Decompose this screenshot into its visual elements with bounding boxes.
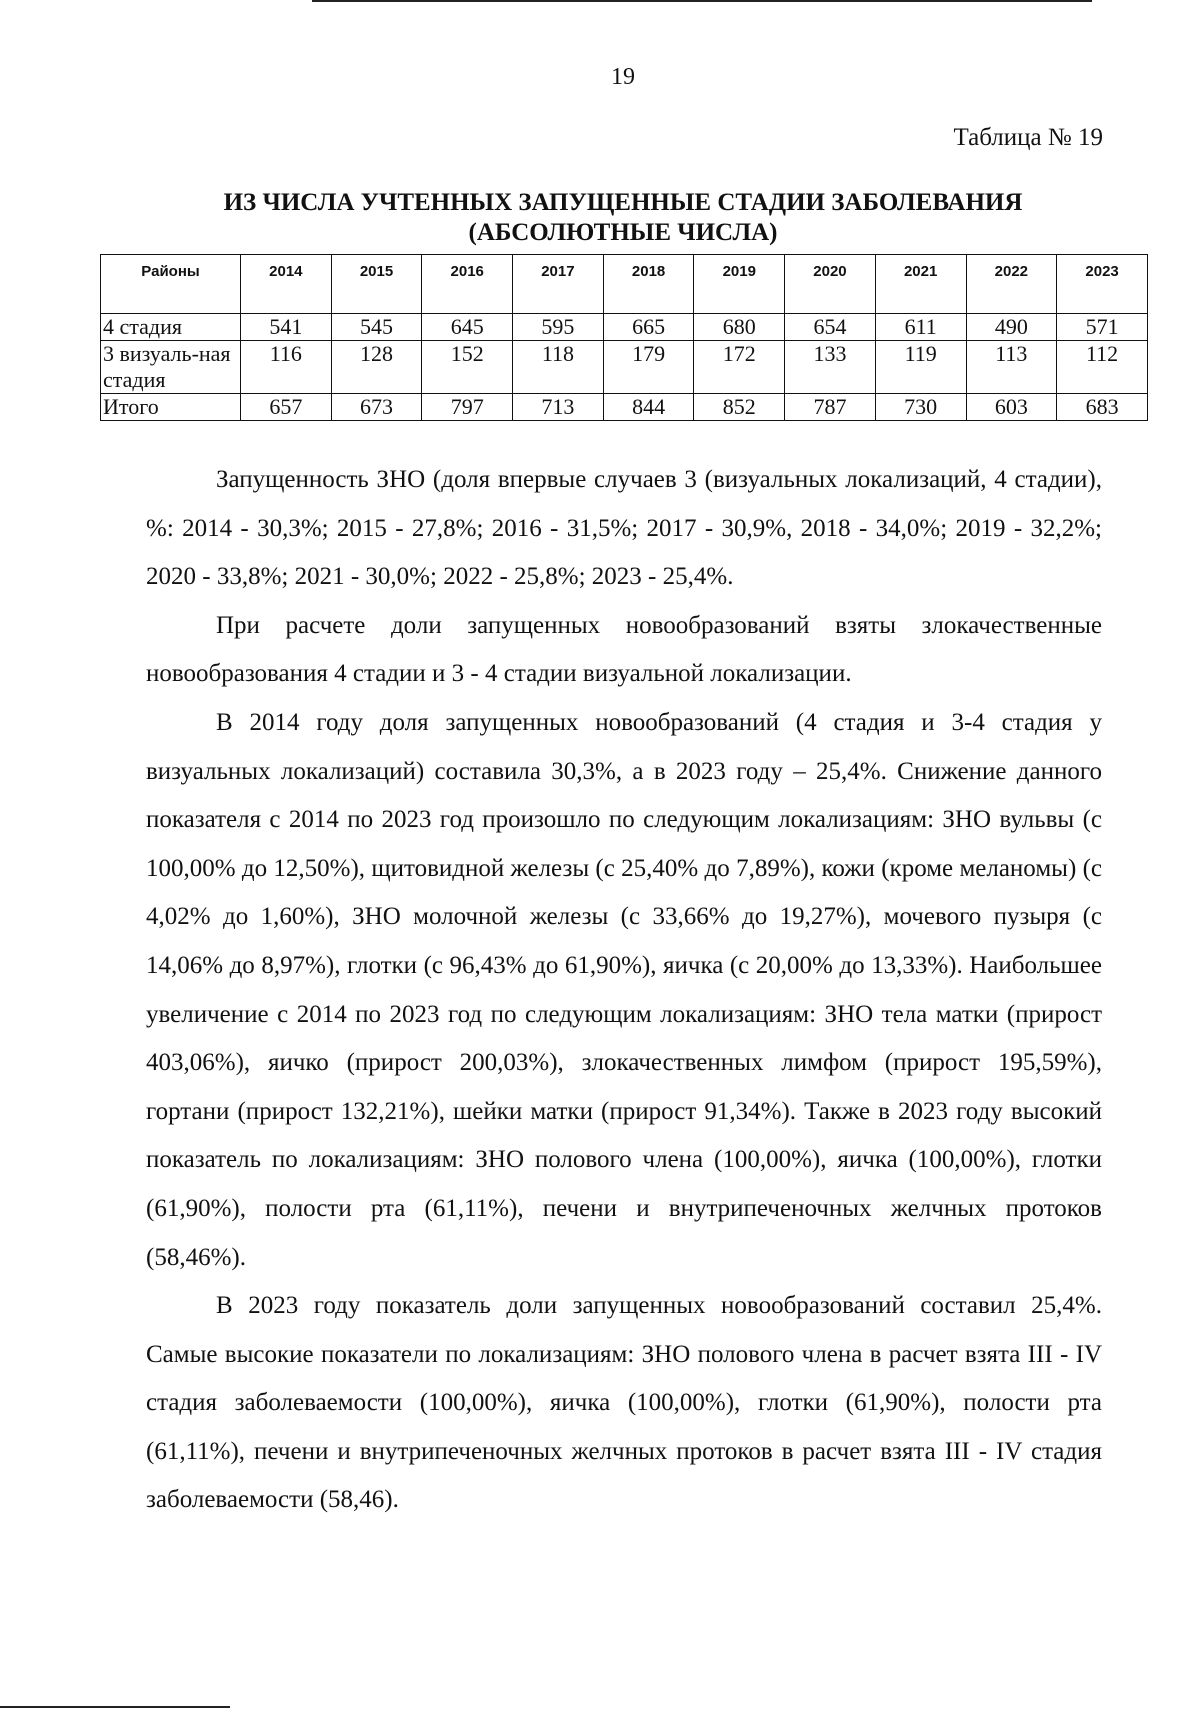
- table-cell: 112: [1057, 341, 1148, 394]
- table-cell: 545: [331, 314, 422, 341]
- paragraph: Запущенность ЗНО (доля впервые случаев 3 (визуальных локализаций, 4 стадии), %: 2014 - 30,3%; 2015 - 27,8%; 2016 - 31,5%; 2017 - 30,9%, 2018 - 34,0%; 2019 - 32,2%; 2020 - 33,8%; 2021 - 30,0%; 2022 - 25,8%; 2023 - 25,4%.: [146, 466, 1102, 591]
- table-cell: 665: [603, 314, 694, 341]
- paragraph: В 2014 году доля запущенных новообразований (4 стадия и 3-4 стадия у визуальных локализаций) составила 30,3%, а в 2023 году – 25,4%. Снижение данного показателя с 2014 по 2023 год произошло по следующим локализациям: ЗНО вульвы (с 100,00% до 12,50%), щитовидной железы (с 25,40% до 7,89%), кожи (кроме меланомы) (с 4,02% до 1,60%), ЗНО молочной железы (с 33,66% до 19,27%), мочевого пузыря (с 14,06% до 8,97%), глотки (с 96,43% до 61,90%), яичка (с 20,00% до 13,33%). Наибольшее увеличение с 2014 по 2023 год по следующим локализациям: ЗНО тела матки (прирост 403,06%), яичко (прирост 200,03%), злокачественных лимфом (прирост 195,59%), гортани (прирост 132,21%), шейки матки (прирост 91,34%). Также в 2023 году высокий показатель по локализациям: ЗНО полового члена (100,00%), яичка (100,00%), глотки (61,90%), полости рта (61,11%), печени и внутрипеченочных желчных протоков (58,46%).: [146, 708, 1102, 1271]
- table-cell: 595: [513, 314, 604, 341]
- row-label: Итого: [101, 394, 241, 421]
- table-title-line-2: (АБСОЛЮТНЫЕ ЧИСЛА): [468, 219, 778, 246]
- table-cell: 797: [422, 394, 513, 421]
- table-cell: 683: [1057, 394, 1148, 421]
- table-cell: 133: [785, 341, 876, 394]
- table-cell: 673: [331, 394, 422, 421]
- table-cell: 128: [331, 341, 422, 394]
- table-cell: 657: [241, 394, 332, 421]
- column-header: 2020: [785, 255, 876, 314]
- table-cell: 680: [694, 314, 785, 341]
- table-cell: 654: [785, 314, 876, 341]
- data-table: [100, 254, 1148, 421]
- column-header: 2017: [513, 255, 604, 314]
- column-header: Районы: [101, 255, 241, 314]
- page-number: 19: [611, 64, 635, 90]
- paragraph: В 2023 году показатель доли запущенных новообразований составил 25,4%. Самые высокие показатели по локализациям: ЗНО полового члена в расчет взята III - IV стадия заболеваемости (100,00%), яичка (100,00%), глотки (61,90%), полости рта (61,11%), печени и внутрипеченочных желчных протоков в расчет взята III - IV стадия заболеваемости (58,46).: [146, 1292, 1102, 1514]
- table-cell: 116: [241, 341, 332, 394]
- table-cell: 152: [422, 341, 513, 394]
- column-header: 2022: [966, 255, 1057, 314]
- paragraph: При расчете доли запущенных новообразований взяты злокачественные новообразования 4 стадии и 3 - 4 стадии визуальной локализации.: [146, 611, 1102, 688]
- table-cell: 852: [694, 394, 785, 421]
- table-title: [100, 188, 1146, 248]
- table-cell: 490: [966, 314, 1057, 341]
- table-cell: 730: [875, 394, 966, 421]
- table-cell: 179: [603, 341, 694, 394]
- table-cell: 119: [875, 341, 966, 394]
- table-cell: 118: [513, 341, 604, 394]
- table-cell: 541: [241, 314, 332, 341]
- column-header: 2016: [422, 255, 513, 314]
- table-row: [101, 394, 1148, 421]
- column-header: 2015: [331, 255, 422, 314]
- table-cell: 113: [966, 341, 1057, 394]
- table-cell: 787: [785, 394, 876, 421]
- row-label: 4 стадия: [101, 314, 241, 341]
- table-cell: 571: [1057, 314, 1148, 341]
- table-row: [101, 314, 1148, 341]
- scan-edge-line-top: [312, 0, 1092, 2]
- column-header: 2018: [603, 255, 694, 314]
- table-cell: 713: [513, 394, 604, 421]
- table-label: Таблица № 19: [953, 124, 1103, 151]
- table-cell: 611: [875, 314, 966, 341]
- table-cell: 645: [422, 314, 513, 341]
- table-row: [101, 341, 1148, 394]
- table-cell: 603: [966, 394, 1057, 421]
- column-header: 2023: [1057, 255, 1148, 314]
- body-text: [146, 456, 1102, 1525]
- table-cell: 844: [603, 394, 694, 421]
- column-header: 2014: [241, 255, 332, 314]
- table-cell: 172: [694, 341, 785, 394]
- scan-edge-line-bottom: [0, 1706, 230, 1708]
- column-header: 2019: [694, 255, 785, 314]
- row-label: 3 визуаль-ная стадия: [101, 341, 241, 394]
- table-title-line-1: ИЗ ЧИСЛА УЧТЕННЫХ ЗАПУЩЕННЫЕ СТАДИИ ЗАБОЛЕВАНИЯ: [223, 189, 1023, 216]
- column-header: 2021: [875, 255, 966, 314]
- table-header-row: [101, 255, 1148, 314]
